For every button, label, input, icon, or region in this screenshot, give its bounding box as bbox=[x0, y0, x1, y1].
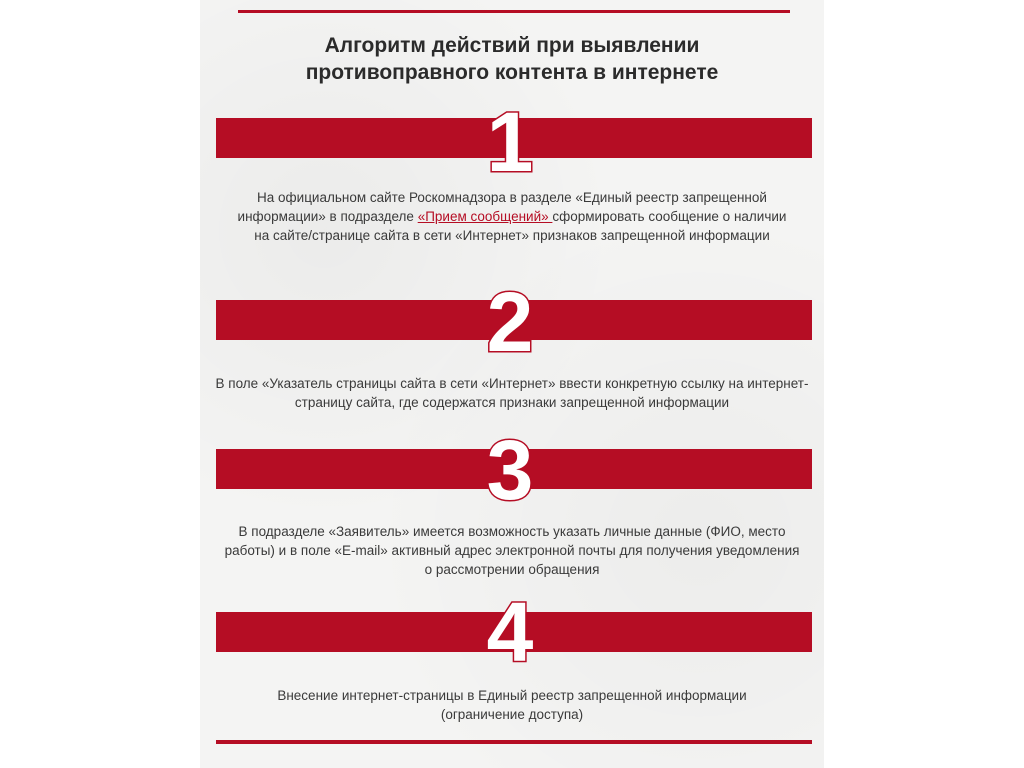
step-1-text bbox=[230, 188, 794, 245]
step-3-number: 3 bbox=[486, 423, 534, 517]
step-4-number: 4 bbox=[486, 585, 534, 679]
bottom-divider bbox=[216, 740, 812, 744]
step-2-number: 2 bbox=[486, 275, 534, 369]
step-3-text: В подразделе «Заявитель» имеется возможность указать личные данные (ФИО, место работы) и в поле «E-mail» активный адрес электронной почты для получения уведомления о рассмотрении обращения bbox=[224, 524, 800, 577]
step-2-text: В поле «Указатель страницы сайта в сети «Интернет» ввести конкретную ссылку на интернет-страницу сайта, где содержатся признаки запрещенной информации bbox=[215, 376, 809, 410]
step-1-text-before: На официальном сайте Роскомнадзора в разделе «Единый реестр запрещенной информации» в подразделе bbox=[237, 190, 767, 224]
step-1-number: 1 bbox=[486, 95, 534, 189]
prijem-soobshenij-link[interactable]: «Прием сообщений» bbox=[417, 209, 553, 224]
infographic-poster bbox=[200, 0, 824, 768]
page-title bbox=[220, 32, 804, 86]
top-divider bbox=[238, 10, 790, 13]
step-1-text-after: сформировать сообщение о наличии на сайте/странице сайта в сети «Интернет» признаков запрещенной информации bbox=[254, 209, 787, 243]
step-4-text: Внесение интернет-страницы в Единый реестр запрещенной информации (ограничение доступа) bbox=[277, 688, 747, 722]
title-line-1: Алгоритм действий при выявлении bbox=[324, 34, 700, 57]
title-line-2: противоправного контента в интернете bbox=[305, 61, 719, 84]
